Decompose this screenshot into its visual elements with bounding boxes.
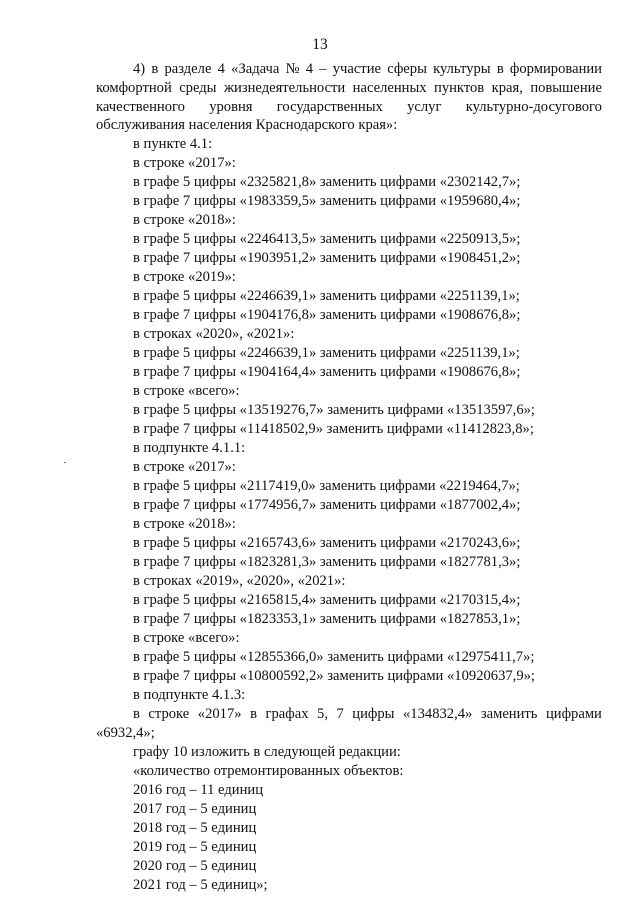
word: качественного: [96, 98, 185, 115]
text-line: в графе 5 цифры «2246639,1» заменить цифрами «2251139,1»;: [133, 288, 520, 304]
word: культуры: [433, 61, 491, 77]
word: пунктов: [434, 79, 485, 96]
word: заменить: [480, 706, 538, 722]
text-line: в графе 7 цифры «1774956,7» заменить цифрами «1877002,4»;: [133, 497, 521, 513]
word: сферы: [387, 61, 427, 77]
text-line: в графе 5 цифры «2165743,6» заменить цифрами «2170243,6»;: [133, 535, 521, 551]
text-line: в графе 7 цифры «1983359,5» заменить цифрами «1959680,4»;: [133, 193, 521, 209]
text-line: в строке «2019»:: [133, 269, 236, 285]
text-line: в подпункте 4.1.1:: [133, 440, 246, 456]
text-line: в строке «всего»:: [133, 630, 240, 646]
text-line: в графе 7 цифры «10800592,2» заменить цифрами «10920637,9»;: [133, 668, 535, 684]
text-line: в строке «2018»:: [133, 212, 236, 228]
word: формировании: [509, 61, 602, 77]
word: разделе: [164, 61, 212, 77]
page-number: 13: [312, 36, 328, 53]
text-line: в строке «2017»:: [133, 155, 236, 171]
word: среды: [179, 79, 217, 96]
word: №: [285, 61, 300, 77]
text-line: в графе 5 цифры «13519276,7» заменить цифрами «13513597,6»;: [133, 402, 535, 418]
text-line: 2019 год – 5 единиц: [133, 839, 257, 855]
text-line: в графе 7 цифры «11418502,9» заменить цифрами «11412823,8»;: [133, 421, 534, 437]
text-line: в графе 7 цифры «1823353,1» заменить цифрами «1827853,1»;: [133, 611, 521, 627]
word: населенных: [352, 79, 427, 96]
text-line: в графе 5 цифры «2246639,1» заменить цифрами «2251139,1»;: [133, 345, 520, 361]
text-line: в строке «2018»:: [133, 516, 236, 532]
text-line: в строках «2020», «2021»:: [133, 326, 295, 342]
word: «2017»: [197, 706, 242, 722]
word: 4): [133, 61, 146, 77]
word: в: [151, 61, 159, 77]
word: цифрами: [545, 706, 602, 722]
word: в: [133, 706, 140, 722]
word: 7: [336, 706, 344, 722]
word: в: [496, 61, 504, 77]
word: «Задача: [231, 61, 280, 77]
word: государственных: [276, 98, 383, 115]
word: цифры: [352, 706, 395, 722]
text-line: в графе 7 цифры «1904176,8» заменить цифрами «1908676,8»;: [133, 307, 521, 323]
text-line: «6932,4»;: [96, 725, 155, 741]
text-line: 2018 год – 5 единиц: [133, 820, 257, 836]
word: края,: [491, 79, 523, 96]
text-line: 2021 год – 5 единиц»;: [133, 877, 268, 893]
intro-line: [96, 79, 602, 98]
text-line: в графе 7 цифры «1903951,2» заменить цифрами «1908451,2»;: [133, 250, 521, 266]
word: графах: [265, 706, 309, 722]
word: участие: [332, 61, 381, 77]
word: –: [319, 61, 327, 77]
word: 4: [217, 61, 225, 77]
margin-mark: [64, 462, 66, 463]
word: уровня: [209, 98, 253, 115]
text-line: в строке «всего»:: [133, 383, 240, 399]
text-line: в графе 5 цифры «2325821,8» заменить цифрами «2302142,7»;: [133, 174, 521, 190]
justified-line: [0, 705, 602, 724]
text-line: в графе 5 цифры «2246413,5» заменить цифрами «2250913,5»;: [133, 231, 521, 247]
text-line: в графе 5 цифры «2117419,0» заменить цифрами «2219464,7»;: [133, 478, 520, 494]
text-line: в графе 5 цифры «2165815,4» заменить цифрами «2170315,4»;: [133, 592, 521, 608]
text-line: 2020 год – 5 единиц: [133, 858, 257, 874]
intro-paragraph: [96, 60, 602, 135]
text-line: в графе 7 цифры «1904164,4» заменить цифрами «1908676,8»;: [133, 364, 521, 380]
intro-line: [96, 116, 602, 135]
word: обслуживания населения Краснодарского края»:: [96, 117, 398, 134]
word: повышение: [530, 79, 602, 96]
text-line: в строках «2019», «2020», «2021»:: [133, 573, 346, 589]
word: «134832,4»: [403, 706, 473, 722]
text-line: в пункте 4.1:: [133, 136, 213, 152]
text-line: «количество отремонтированных объектов:: [133, 763, 404, 779]
text-line: в графе 5 цифры «12855366,0» заменить цифрами «12975411,7»;: [133, 649, 535, 665]
word: комфортной: [96, 79, 172, 96]
word: культурно-досугового: [465, 98, 602, 115]
word: в: [250, 706, 257, 722]
text-line: 2016 год – 11 единиц: [133, 782, 264, 798]
word: жизнедеятельности: [223, 79, 346, 96]
text-line: 2017 год – 5 единиц: [133, 801, 257, 817]
text-line: в строке «2017»:: [133, 459, 236, 475]
text-line: в графе 7 цифры «1823281,3» заменить цифрами «1827781,3»;: [133, 554, 521, 570]
intro-line: [96, 98, 602, 117]
text-line: в подпункте 4.1.3:: [133, 687, 246, 703]
text-line: графу 10 изложить в следующей редакции:: [133, 744, 401, 760]
word: 5,: [317, 706, 328, 722]
word: услуг: [407, 98, 442, 115]
amendment-list: [0, 135, 640, 895]
word: строке: [148, 706, 190, 722]
word: 4: [305, 61, 314, 77]
intro-line: [96, 60, 602, 79]
